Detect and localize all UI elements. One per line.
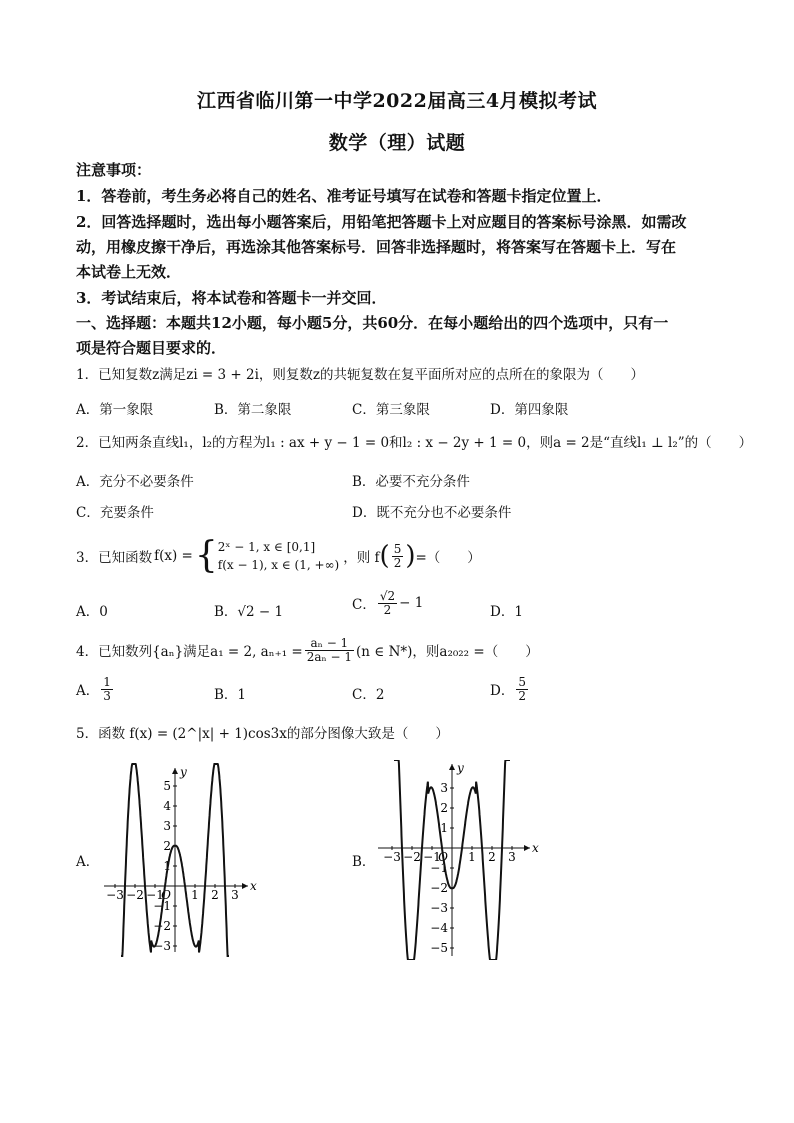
x-tick-label: −3: [106, 888, 124, 902]
x-tick-label: 3: [508, 850, 516, 864]
y-tick-label: 4: [163, 799, 171, 813]
q4-tail: (n ∈ N*)，则a₂₀₂₂ =（ ）: [356, 644, 539, 660]
q1-option-c[interactable]: C．第三象限: [352, 402, 430, 418]
y-tick-label: −1: [153, 899, 171, 913]
y-tick-label: −3: [153, 939, 171, 953]
x-tick-label: 2: [211, 888, 219, 902]
q5-option-b[interactable]: B．: [352, 854, 376, 870]
piecewise-cases: [218, 538, 339, 574]
q3-option-c-num: √2: [379, 589, 396, 603]
q4-option-d-fraction: [516, 676, 528, 702]
question-3: [76, 533, 481, 579]
x-tick-label: 1: [468, 850, 476, 864]
notice-heading: 注意事项：: [76, 161, 152, 179]
y-tick-label: 1: [163, 859, 171, 873]
q1-option-b[interactable]: B．第二象限: [214, 402, 292, 418]
q2-option-d[interactable]: D．既不充分也不必要条件: [352, 505, 512, 521]
q4-option-d-num: 5: [518, 675, 526, 689]
paren-open: (: [379, 541, 390, 571]
y-tick-label: −5: [430, 941, 448, 955]
q4-option-a-num: 1: [103, 675, 111, 689]
x-axis-label: x: [250, 879, 257, 893]
q3-option-c-fraction: [378, 590, 397, 616]
q3-lead: 3．已知函数: [76, 550, 153, 566]
brace-symbol: {: [194, 535, 218, 576]
section-heading: 一、选择题：本题共12小题，每小题5分，共60分．在每小题给出的四个选项中，只有一: [76, 314, 669, 332]
q4-den: 2aₙ − 1: [306, 649, 353, 664]
y-axis-arrow: [449, 764, 455, 770]
question-1: 1．已知复数z满足zi = 3 + 2i，则复数z的共轭复数在复平面所对应的点所在的象限为（ ）: [76, 367, 645, 383]
notice-item-3: 3．考试结束后，将本试卷和答题卡一并交回．: [76, 289, 387, 307]
q4-lead: 4．已知数列{aₙ}满足a₁ = 2, aₙ₊₁ =: [76, 644, 303, 660]
x-tick-label: −3: [383, 850, 401, 864]
x-axis-label: x: [532, 841, 539, 855]
q3-option-c[interactable]: [352, 590, 423, 616]
q3-option-c-tail: − 1: [399, 595, 424, 612]
x-axis-arrow: [524, 845, 530, 851]
y-tick-label: −2: [153, 919, 171, 933]
graph-b-svg: [372, 760, 542, 960]
x-tick-label: 2: [488, 850, 496, 864]
x-tick-label: 1: [191, 888, 199, 902]
q3-arg-fraction: [392, 543, 404, 569]
notice-item-2: 2．回答选择题时，选出每小题答案后，用铅笔把答题卡上对应题目的答案标号涂黑．如需改: [76, 213, 687, 231]
y-axis-arrow: [172, 768, 178, 774]
x-axis-arrow: [242, 883, 248, 889]
q1-option-d[interactable]: D．第四象限: [490, 402, 569, 418]
y-axis-label: y: [180, 765, 187, 779]
q3-arg-num: 5: [393, 541, 402, 556]
q5-option-a[interactable]: A．: [76, 854, 100, 870]
q4-option-d-den: 2: [518, 688, 526, 703]
y-tick-label: −4: [430, 921, 448, 935]
x-tick-label: −2: [126, 888, 144, 902]
question-5: 5．函数 f(x) = (2^|x| + 1)cos3x的部分图像大致是（ ）: [76, 726, 449, 742]
q2-option-c[interactable]: C．充要条件: [76, 505, 154, 521]
q3-fx: f(x) =: [154, 548, 193, 564]
q4-option-a[interactable]: [76, 676, 115, 702]
y-tick-label: 5: [163, 779, 171, 793]
graph-b: [372, 760, 542, 960]
q3-option-b[interactable]: B．√2 − 1: [214, 604, 284, 620]
exam-title: 江西省临川第一中学2022届高三4月模拟考试: [196, 90, 598, 112]
q3-option-c-den: 2: [383, 602, 392, 617]
x-tick-label: −2: [403, 850, 421, 864]
q3-option-c-label: C．: [352, 597, 376, 614]
q4-option-a-fraction: [101, 676, 113, 702]
exam-subtitle: 数学（理）试题: [328, 132, 466, 154]
q3-arg-den: 2: [393, 555, 402, 570]
y-tick-label: 3: [163, 819, 171, 833]
y-tick-label: −3: [430, 901, 448, 915]
q3-case-1: 2ˣ − 1, x ∈ [0,1]: [217, 540, 316, 554]
q3-option-a[interactable]: A．0: [76, 604, 108, 620]
graph-a-svg: [100, 760, 260, 960]
question-2: 2．已知两条直线l₁，l₂的方程为l₁ : ax + y − 1 = 0和l₂ : x − 2y + 1 = 0，则a = 2是“直线l₁ ⊥ l₂”的（ ）: [76, 435, 753, 451]
y-tick-label: −1: [430, 861, 448, 875]
q4-option-a-label: A．: [76, 683, 100, 700]
y-tick-label: 1: [440, 821, 448, 835]
q1-option-a[interactable]: A．第一象限: [76, 402, 154, 418]
y-tick-label: 2: [440, 801, 448, 815]
paren-close: ): [405, 541, 416, 571]
q4-option-d[interactable]: [490, 676, 530, 702]
q2-option-a[interactable]: A．充分不必要条件: [76, 474, 194, 490]
q3-ask-post: =（ ）: [415, 550, 481, 566]
x-tick-label: −1: [423, 850, 441, 864]
q3-case-2: f(x − 1), x ∈ (1, +∞): [217, 558, 340, 572]
q3-ask-pre: ，则 f: [343, 550, 380, 566]
notice-item-2-cont: 动，用橡皮擦干净后，再选涂其他答案标号．回答非选择题时，将答案写在答题卡上．写在: [76, 238, 677, 256]
q4-num: aₙ − 1: [305, 637, 354, 651]
origin-label: O: [438, 850, 448, 864]
y-tick-label: 3: [440, 781, 448, 795]
q4-option-a-den: 3: [103, 688, 111, 703]
q4-option-b[interactable]: B．1: [214, 687, 247, 703]
graph-a: [100, 760, 260, 960]
q3-option-d[interactable]: D．1: [490, 604, 523, 620]
notice-item-1: 1．答卷前，考生务必将自己的姓名、准考证号填写在试卷和答题卡指定位置上．: [76, 187, 612, 205]
notice-item-2-end: 本试卷上无效．: [76, 263, 182, 281]
origin-label: O: [161, 888, 171, 902]
q4-fraction: [305, 637, 354, 663]
y-axis-label: y: [457, 761, 464, 775]
y-tick-label: −2: [430, 881, 448, 895]
q2-option-b[interactable]: B．必要不充分条件: [352, 474, 470, 490]
q4-option-d-label: D．: [490, 683, 515, 700]
question-4: [76, 633, 539, 667]
q4-option-c[interactable]: C．2: [352, 687, 385, 703]
x-tick-label: 3: [231, 888, 239, 902]
section-heading-cont: 项是符合题目要求的．: [76, 339, 227, 357]
x-tick-label: −1: [146, 888, 164, 902]
y-tick-label: 2: [163, 839, 171, 853]
